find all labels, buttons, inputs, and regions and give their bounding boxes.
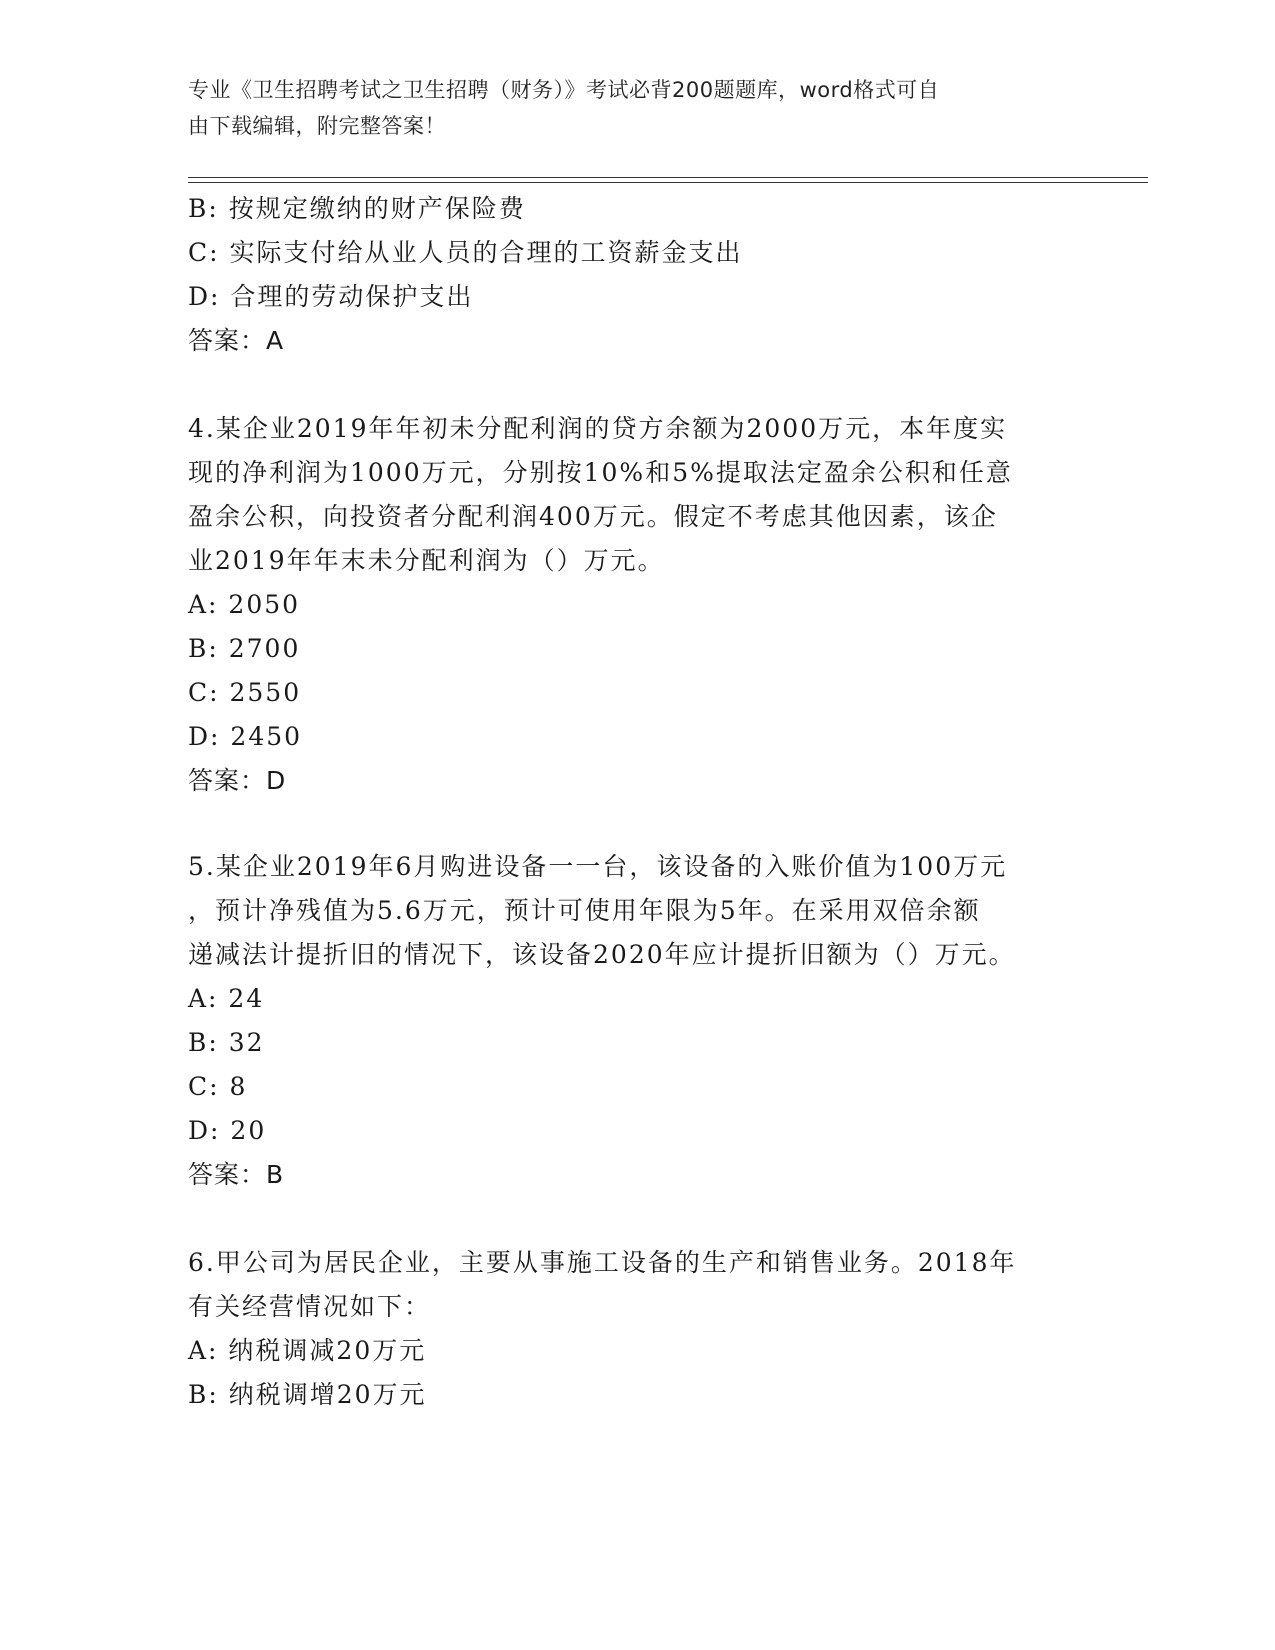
option-c: C: 实际支付给从业人员的合理的工资薪金支出 xyxy=(188,238,743,267)
option-d: D: 2450 xyxy=(188,722,303,751)
question-stem-line: 业2019年年末未分配利润为（）万元。 xyxy=(188,546,665,575)
document-header xyxy=(188,72,1068,144)
answer-line: 答案：D xyxy=(188,766,287,795)
option-a: A: 纳税调减20万元 xyxy=(188,1336,427,1365)
option-a: A: 2050 xyxy=(188,590,301,619)
option-a: A: 24 xyxy=(188,984,265,1013)
answer-line: 答案：A xyxy=(188,326,285,355)
header-rule-bottom xyxy=(188,182,1148,183)
question-stem-line: ，预计净残值为5.6万元，预计可使用年限为5年。在采用双倍余额 xyxy=(188,896,981,925)
header-title-line-1: 专业《卫生招聘考试之卫生招聘（财务）》考试必背200题题库，word格式可自 xyxy=(188,78,940,102)
option-d: D: 20 xyxy=(188,1116,267,1145)
option-b: B: 2700 xyxy=(188,634,301,663)
option-c: C: 8 xyxy=(188,1072,248,1101)
option-b: B: 纳税调增20万元 xyxy=(188,1380,427,1409)
question-stem-line: 5.某企业2019年6月购进设备一一台，该设备的入账价值为100万元 xyxy=(188,852,1008,881)
option-c: C: 2550 xyxy=(188,678,302,707)
question-stem-line: 盈余公积，向投资者分配利润400万元。假定不考虑其他因素，该企 xyxy=(188,502,998,531)
header-title-line-2: 由下载编辑，附完整答案！ xyxy=(188,114,446,138)
question-stem-line: 4.某企业2019年年初未分配利润的贷方余额为2000万元，本年度实 xyxy=(188,414,1008,443)
question-stem-line: 递减法计提折旧的情况下，该设备2020年应计提折旧额为（）万元。 xyxy=(188,940,1016,969)
option-b: B: 按规定缴纳的财产保险费 xyxy=(188,194,526,223)
answer-line: 答案：B xyxy=(188,1160,285,1189)
question-stem-line: 6.甲公司为居民企业，主要从事施工设备的生产和销售业务。2018年 xyxy=(188,1248,1017,1277)
header-rule-top xyxy=(188,177,1148,178)
question-stem-line: 有关经营情况如下： xyxy=(188,1292,432,1321)
option-b: B: 32 xyxy=(188,1028,265,1057)
option-d: D: 合理的劳动保护支出 xyxy=(188,282,474,311)
question-stem-line: 现的净利润为1000万元，分别按10%和5%提取法定盈余公积和任意 xyxy=(188,458,1013,487)
